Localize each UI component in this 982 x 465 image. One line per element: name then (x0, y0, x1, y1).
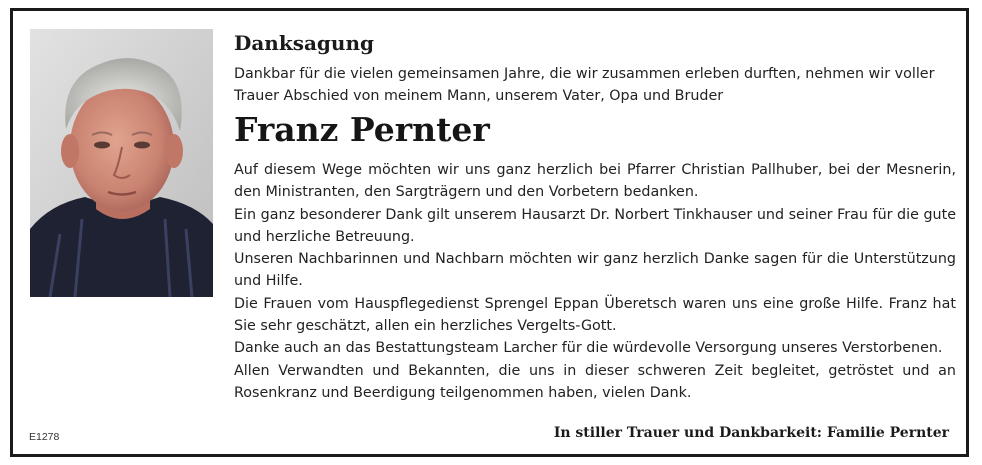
thanks-paragraph: Die Frauen vom Hauspflegedienst Sprengel Eppan Überetsch waren uns eine große Hilfe. Franz hat Sie sehr geschätzt, allen ein herzliches Vergelts-Gott. (234, 295, 956, 335)
notice-code: E1278 (29, 431, 60, 443)
thanks-paragraph: Danke auch an das Bestattungsteam Larcher für die würdevolle Versorgung unseres Verstorbenen. (234, 340, 943, 357)
portrait-photo (30, 29, 213, 297)
thanks-paragraph: Unseren Nachbarinnen und Nachbarn möchten wir ganz herzlich Danke sagen für die Unterstützung und Hilfe. (234, 251, 956, 290)
notice-heading: Danksagung (234, 31, 374, 55)
thanks-paragraph: Ein ganz besonderer Dank gilt unserem Hausarzt Dr. Norbert Tinkhauser und seiner Frau für die gute und herzliche Betreuung. (234, 206, 956, 245)
family-signature: In stiller Trauer und Dankbarkeit: Familie Pernter (553, 425, 949, 441)
death-notice-card (10, 8, 969, 457)
thanks-paragraph: Auf diesem Wege möchten wir uns ganz herzlich bei Pfarrer Christian Pallhuber, bei der Mesnerin, den Ministranten, den Sargträgern und den Vorbetern bedanken. (234, 162, 956, 201)
intro-text: Dankbar für die vielen gemeinsamen Jahre, die wir zusammen erleben durften, nehmen wir voller Trauer Abschied von meinem Mann, unserem Vater, Opa und Bruder (234, 66, 935, 104)
deceased-name: Franz Pernter (234, 110, 490, 149)
thanks-body (234, 159, 956, 404)
thanks-paragraph: Allen Verwandten und Bekannten, die uns in dieser schweren Zeit begleitet, getröstet und an Rosenkranz und Beerdigung teilgenommen haben, vielen Dank. (234, 362, 956, 401)
